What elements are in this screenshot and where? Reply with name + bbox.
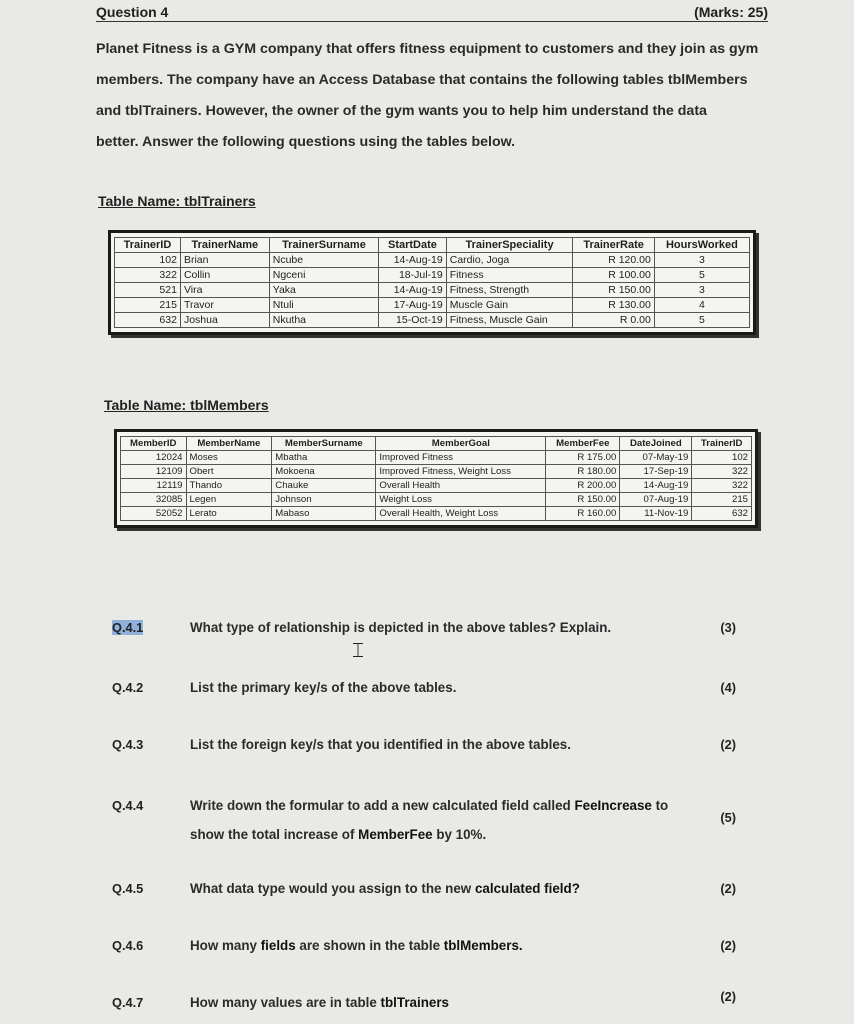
- table-cell: Ntuli: [269, 298, 378, 313]
- question-number: Q.4.3: [112, 737, 144, 752]
- table-cell: 17-Aug-19: [379, 298, 447, 313]
- table-cell: Mokoena: [272, 465, 376, 479]
- question-text-part: How many: [190, 938, 261, 953]
- column-header: TrainerID: [692, 437, 752, 451]
- intro-line: members. The company have an Access Database that contains the following tables tblMembers: [96, 72, 748, 88]
- table-cell: Collin: [180, 268, 269, 283]
- table-row: [115, 253, 750, 268]
- table-cell: Fitness, Muscle Gain: [446, 313, 573, 328]
- table-cell: 12024: [121, 451, 187, 465]
- table-cell: Vira: [180, 283, 269, 298]
- question-marks: (5): [720, 810, 736, 825]
- table-cell: 15-Oct-19: [379, 313, 447, 328]
- table-cell: Obert: [186, 465, 272, 479]
- question-marks: (2): [720, 881, 736, 896]
- question-number: Q.4.2: [112, 680, 144, 695]
- table-cell: R 120.00: [573, 253, 654, 268]
- table-cell: 5: [654, 268, 749, 283]
- table-cell: Yaka: [269, 283, 378, 298]
- table-row: [121, 493, 752, 507]
- column-header: TrainerName: [180, 238, 269, 253]
- table-cell: 11-Nov-19: [620, 507, 692, 521]
- table-cell: R 0.00: [573, 313, 654, 328]
- table-cell: R 175.00: [546, 451, 620, 465]
- table-cell: R 150.00: [546, 493, 620, 507]
- question-text: [190, 931, 690, 960]
- question-text-emphasis: calculated field?: [474, 881, 580, 896]
- table-cell: 322: [692, 479, 752, 493]
- question-text-part: What type of relationship is depicted in the above tables? Explain.: [190, 620, 612, 635]
- table-cell: 215: [115, 298, 181, 313]
- question-number: Q.4.7: [112, 995, 144, 1010]
- table-cell: Chauke: [272, 479, 376, 493]
- table-cell: Nkutha: [269, 313, 378, 328]
- column-header: TrainerSurname: [269, 238, 378, 253]
- table-cell: Lerato: [186, 507, 272, 521]
- table-cell: 18-Jul-19: [379, 268, 447, 283]
- table-cell: R 100.00: [573, 268, 654, 283]
- table-cell: 3: [654, 253, 749, 268]
- table-cell: R 180.00: [546, 465, 620, 479]
- question-number: Q.4.6: [112, 938, 144, 953]
- table-cell: Overall Health, Weight Loss: [376, 507, 546, 521]
- question-text-part: to show the total increase of: [190, 798, 669, 842]
- table-cell: 52052: [121, 507, 187, 521]
- table-cell: 521: [115, 283, 181, 298]
- column-header: MemberName: [186, 437, 272, 451]
- table-cell: 3: [654, 283, 749, 298]
- table-header-row: [115, 238, 750, 253]
- table-cell: 632: [692, 507, 752, 521]
- table-cell: Fitness: [446, 268, 573, 283]
- table-row: [121, 479, 752, 493]
- trainers-table: [114, 237, 750, 328]
- table-cell: R 160.00: [546, 507, 620, 521]
- table-cell: R 200.00: [546, 479, 620, 493]
- question-text-emphasis: fields: [260, 938, 296, 953]
- table-row: [115, 283, 750, 298]
- table-cell: Travor: [180, 298, 269, 313]
- table-cell: 14-Aug-19: [379, 283, 447, 298]
- column-header: StartDate: [379, 238, 447, 253]
- table-row: [115, 313, 750, 328]
- column-header: DateJoined: [620, 437, 692, 451]
- question-text-emphasis: tblTrainers: [380, 995, 449, 1010]
- intro-line: Planet Fitness is a GYM company that offers fitness equipment to customers and they join as gym: [96, 41, 759, 57]
- table-cell: Mbatha: [272, 451, 376, 465]
- table-cell: Cardio, Joga: [446, 253, 573, 268]
- question-text-emphasis: MemberFee: [358, 827, 433, 842]
- question-number: Q.4.5: [112, 881, 144, 896]
- table-cell: 5: [654, 313, 749, 328]
- column-header: MemberID: [121, 437, 187, 451]
- question-number: Q.4.4: [112, 798, 144, 813]
- question-marks: (3): [720, 620, 736, 635]
- question-marks: (2): [720, 989, 736, 1004]
- members-table: [120, 436, 752, 521]
- question-marks: (4): [720, 680, 736, 695]
- column-header: MemberGoal: [376, 437, 546, 451]
- question-number: Q.4.1: [112, 620, 144, 635]
- intro-line: and tblTrainers. However, the owner of the gym wants you to help him understand the data: [96, 103, 707, 119]
- column-header: HoursWorked: [654, 238, 749, 253]
- question-text-part: are shown in the table: [295, 938, 444, 953]
- table-cell: 102: [115, 253, 181, 268]
- table-cell: Ngceni: [269, 268, 378, 283]
- intro-line: better. Answer the following questions using the tables below.: [96, 134, 516, 150]
- question-text: [190, 988, 690, 1017]
- question-text-part: List the foreign key/s that you identified in the above tables.: [190, 737, 571, 752]
- table-row: [121, 507, 752, 521]
- table-cell: Thando: [186, 479, 272, 493]
- table-cell: Improved Fitness: [376, 451, 546, 465]
- table-cell: Improved Fitness, Weight Loss: [376, 465, 546, 479]
- table-cell: Brian: [180, 253, 269, 268]
- table-cell: Moses: [186, 451, 272, 465]
- question-text-part: List the primary key/s of the above tables.: [190, 680, 457, 695]
- trainers-table-title: Table Name: tblTrainers: [98, 193, 256, 209]
- question-marks: (2): [720, 737, 736, 752]
- column-header: MemberFee: [546, 437, 620, 451]
- table-cell: 12109: [121, 465, 187, 479]
- table-cell: Muscle Gain: [446, 298, 573, 313]
- question-marks: (Marks: 25): [694, 4, 768, 20]
- table-cell: Overall Health: [376, 479, 546, 493]
- table-cell: 632: [115, 313, 181, 328]
- table-cell: 102: [692, 451, 752, 465]
- column-header: TrainerID: [115, 238, 181, 253]
- question-text-part: Write down the formular to add a new calculated field called: [190, 798, 575, 813]
- question-text-part: How many values are in table: [190, 995, 381, 1010]
- table-cell: R 150.00: [573, 283, 654, 298]
- question-text-part: by 10%.: [432, 827, 487, 842]
- table-cell: 17-Sep-19: [620, 465, 692, 479]
- table-cell: 07-May-19: [620, 451, 692, 465]
- table-cell: Joshua: [180, 313, 269, 328]
- table-cell: 12119: [121, 479, 187, 493]
- question-text: [190, 791, 690, 849]
- table-cell: 322: [692, 465, 752, 479]
- question-marks: (2): [720, 938, 736, 953]
- table-header-row: [121, 437, 752, 451]
- trainers-table-frame: [108, 230, 756, 335]
- table-cell: 32085: [121, 493, 187, 507]
- table-cell: R 130.00: [573, 298, 654, 313]
- column-header: MemberSurname: [272, 437, 376, 451]
- members-table-title: Table Name: tblMembers: [104, 397, 269, 413]
- table-cell: Legen: [186, 493, 272, 507]
- table-cell: Fitness, Strength: [446, 283, 573, 298]
- table-cell: Weight Loss: [376, 493, 546, 507]
- question-text-emphasis: tblMembers.: [443, 938, 523, 953]
- members-table-frame: [114, 429, 758, 528]
- column-header: TrainerRate: [573, 238, 654, 253]
- question-text: [190, 874, 690, 903]
- column-header: TrainerSpeciality: [446, 238, 573, 253]
- intro-paragraph: [96, 34, 776, 158]
- table-row: [121, 451, 752, 465]
- table-cell: Johnson: [272, 493, 376, 507]
- question-text: [190, 613, 690, 642]
- text-cursor-icon: ⌶: [352, 640, 364, 662]
- table-cell: 14-Aug-19: [379, 253, 447, 268]
- question-text: [190, 730, 690, 759]
- table-cell: 322: [115, 268, 181, 283]
- table-row: [115, 268, 750, 283]
- table-cell: Mabaso: [272, 507, 376, 521]
- table-row: [115, 298, 750, 313]
- header-rule: [96, 21, 768, 22]
- question-text-emphasis: FeeIncrease: [574, 798, 652, 813]
- table-cell: 14-Aug-19: [620, 479, 692, 493]
- table-row: [121, 465, 752, 479]
- question-text: [190, 673, 690, 702]
- table-cell: 215: [692, 493, 752, 507]
- question-title: Question 4: [96, 4, 169, 20]
- table-cell: 07-Aug-19: [620, 493, 692, 507]
- table-cell: Ncube: [269, 253, 378, 268]
- question-text-part: What data type would you assign to the new: [190, 881, 475, 896]
- table-cell: 4: [654, 298, 749, 313]
